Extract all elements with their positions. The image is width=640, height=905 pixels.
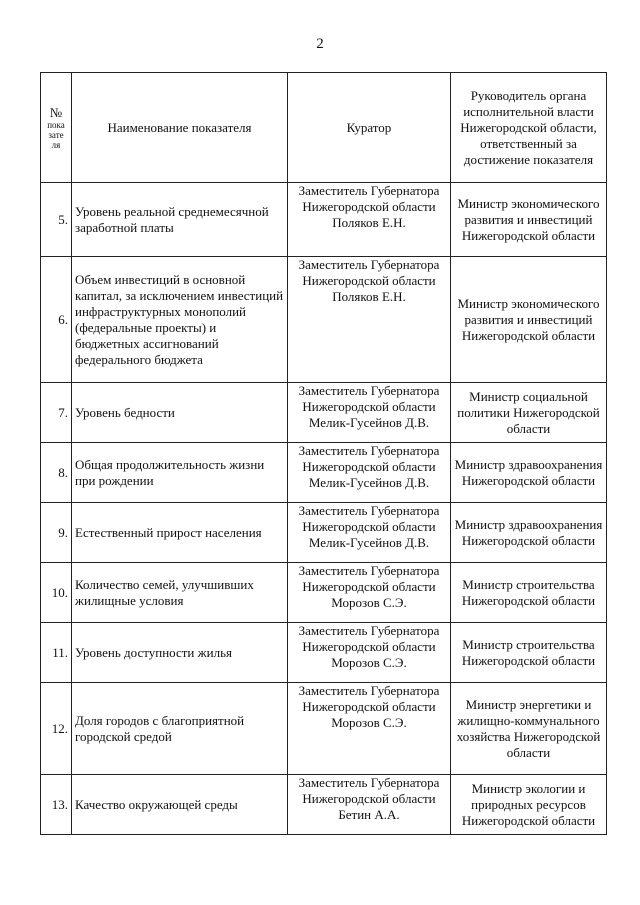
indicator-name: Объем инвестиций в основной капитал, за исключением инвестиций инфраструктурных монополий (федеральные проекты) и бюджетных ассигнований федерального бюджета (72, 257, 288, 383)
header-curator: Куратор (288, 73, 451, 183)
responsible-head: Министр экономического развития и инвестиций Нижегородской области (451, 183, 607, 257)
indicator-name: Общая продолжительность жизни при рождении (72, 443, 288, 503)
table-row (41, 383, 607, 443)
header-head: Руководитель органа исполнительной власти Нижегородской области, ответственный за достижение показателя (451, 73, 607, 183)
table-row (41, 443, 607, 503)
responsible-head: Министр энергетики и жилищно-коммунального хозяйства Нижегородской области (451, 683, 607, 775)
curator: Заместитель Губернатора Нижегородской области Мелик-Гусейнов Д.В. (288, 383, 451, 443)
table-row (41, 503, 607, 563)
page-number: 2 (316, 36, 324, 52)
header-number (41, 73, 72, 183)
curator: Заместитель Губернатора Нижегородской области Мелик-Гусейнов Д.В. (288, 443, 451, 503)
indicator-name: Доля городов с благоприятной городской средой (72, 683, 288, 775)
row-number: 8. (41, 443, 72, 503)
curator: Заместитель Губернатора Нижегородской области Морозов С.Э. (288, 683, 451, 775)
row-number: 7. (41, 383, 72, 443)
row-number: 13. (41, 775, 72, 835)
table-row (41, 257, 607, 383)
indicator-name: Уровень бедности (72, 383, 288, 443)
curator: Заместитель Губернатора Нижегородской области Бетин А.А. (288, 775, 451, 835)
row-number: 12. (41, 683, 72, 775)
row-number: 9. (41, 503, 72, 563)
table-row (41, 683, 607, 775)
indicator-name: Уровень реальной среднемесячной заработной платы (72, 183, 288, 257)
table-row (41, 623, 607, 683)
responsible-head: Министр экологии и природных ресурсов Нижегородской области (451, 775, 607, 835)
indicator-name: Уровень доступности жилья (72, 623, 288, 683)
responsible-head: Министр социальной политики Нижегородской области (451, 383, 607, 443)
curator: Заместитель Губернатора Нижегородской области Мелик-Гусейнов Д.В. (288, 503, 451, 563)
table-row (41, 563, 607, 623)
table-header-row (41, 73, 607, 183)
curator: Заместитель Губернатора Нижегородской области Морозов С.Э. (288, 563, 451, 623)
indicator-name: Количество семей, улучшивших жилищные условия (72, 563, 288, 623)
responsible-head: Министр здравоохранения Нижегородской области (451, 503, 607, 563)
responsible-head: Министр строительства Нижегородской области (451, 563, 607, 623)
indicator-name: Естественный прирост населения (72, 503, 288, 563)
header-name: Наименование показателя (72, 73, 288, 183)
indicator-name: Качество окружающей среды (72, 775, 288, 835)
table-row (41, 775, 607, 835)
curator: Заместитель Губернатора Нижегородской области Поляков Е.Н. (288, 183, 451, 257)
responsible-head: Министр экономического развития и инвестиций Нижегородской области (451, 257, 607, 383)
curator: Заместитель Губернатора Нижегородской области Морозов С.Э. (288, 623, 451, 683)
number-symbol: № (49, 105, 63, 120)
responsible-head: Министр здравоохранения Нижегородской области (451, 443, 607, 503)
number-caption: пока зате ля (47, 120, 65, 150)
curator: Заместитель Губернатора Нижегородской области Поляков Е.Н. (288, 257, 451, 383)
row-number: 5. (41, 183, 72, 257)
table-row (41, 183, 607, 257)
row-number: 10. (41, 563, 72, 623)
row-number: 6. (41, 257, 72, 383)
indicators-table (40, 72, 607, 835)
responsible-head: Министр строительства Нижегородской области (451, 623, 607, 683)
row-number: 11. (41, 623, 72, 683)
